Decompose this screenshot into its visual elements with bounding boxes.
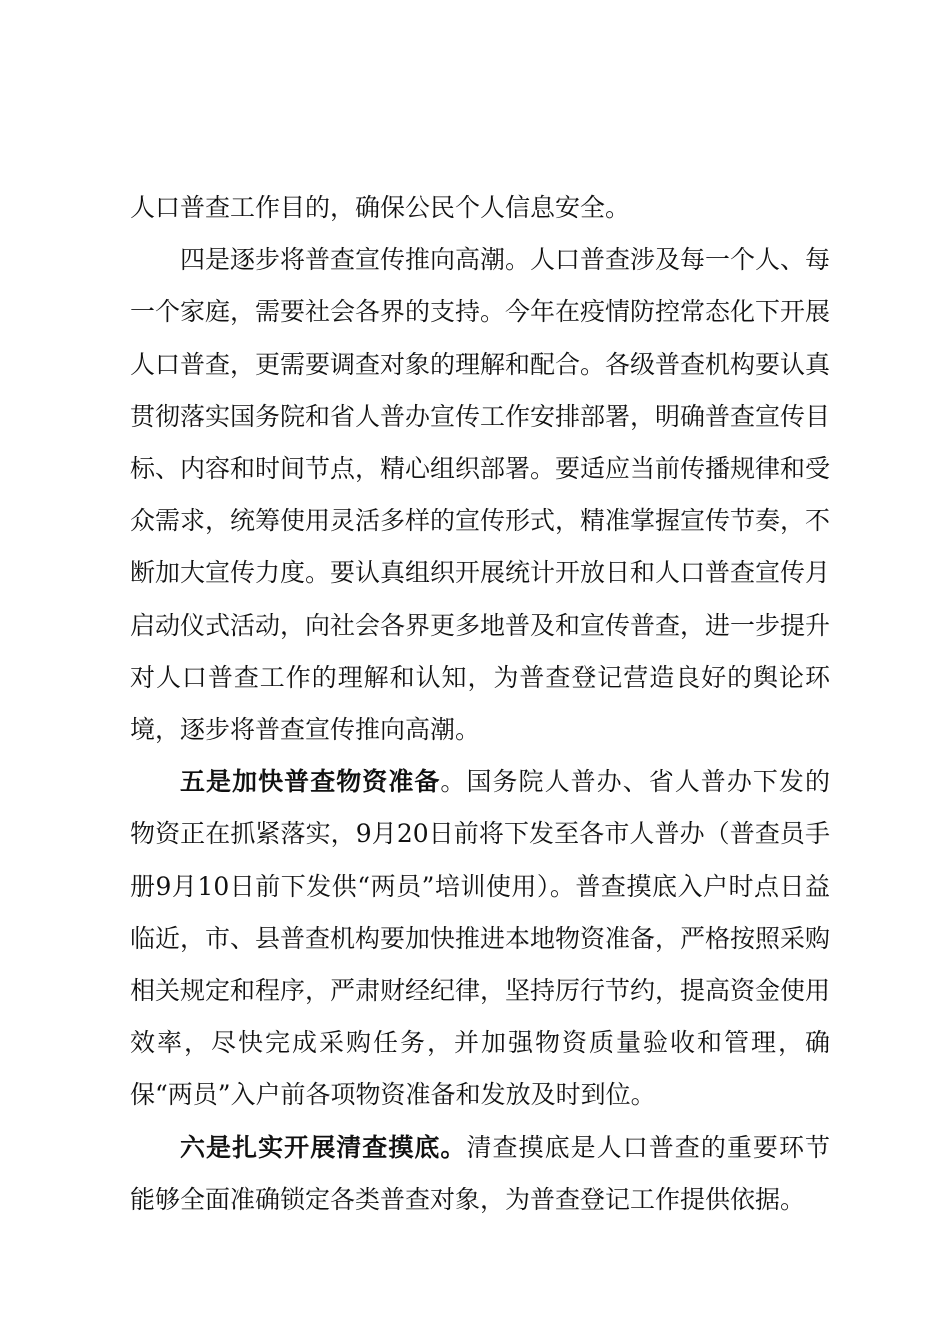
paragraph-publicity — [130, 234, 830, 756]
paragraph-text: 四是逐步将普查宣传推向高潮。人口普查涉及每一个人、每一个家庭，需要社会各界的支持。今年在疫情防控常态化下开展人口普查，更需要调查对象的理解和配合。各级普查机构要认真贯彻落实国务院和省人普办宣传工作安排部署，明确普查宣传目标、内容和时间节点，精心组织部署。要适应当前传播规律和受众需求，统筹使用灵活多样的宣传形式，精准掌握宣传节奏，不断加大宣传力度。要认真组织开展统计开放日和人口普查宣传月启动仪式活动，向社会各界更多地普及和宣传普查，进一步提升对人口普查工作的理解和认知，为普查登记营造良好的舆论环境，逐步将普查宣传推向高潮。 — [130, 245, 831, 745]
paragraph-text: 清查摸底是人口普查的重要环节能够全面准确锁定各类普查对象，为普查登记工作提供依据。 — [130, 1132, 830, 1214]
paragraph-survey — [130, 1122, 830, 1226]
paragraph-continuation — [130, 182, 830, 234]
paragraph-text: 。国务院人普办、省人普办下发的物资正在抓紧落实，9月20日前将下发至各市人普办（普查员手册9月10日前下发供“两员”培训使用）。普查摸底入户时点日益临近，市、县普查机构要加快推进本地物资准备，严格按照采购相关规定和程序，严肃财经纪律，坚持厉行节约，提高资金使用效率，尽快完成采购任务，并加强物资质量验收和管理，确保“两员”入户前各项物资准备和发放及时到位。 — [130, 767, 831, 1110]
paragraph-text: 人口普查工作目的，确保公民个人信息安全。 — [130, 193, 631, 222]
paragraph-materials — [130, 756, 830, 1121]
paragraph-heading: 六是扎实开展清查摸底。 — [180, 1132, 467, 1162]
paragraph-heading: 五是加快普查物资准备 — [180, 767, 441, 797]
document-body — [130, 182, 830, 1226]
